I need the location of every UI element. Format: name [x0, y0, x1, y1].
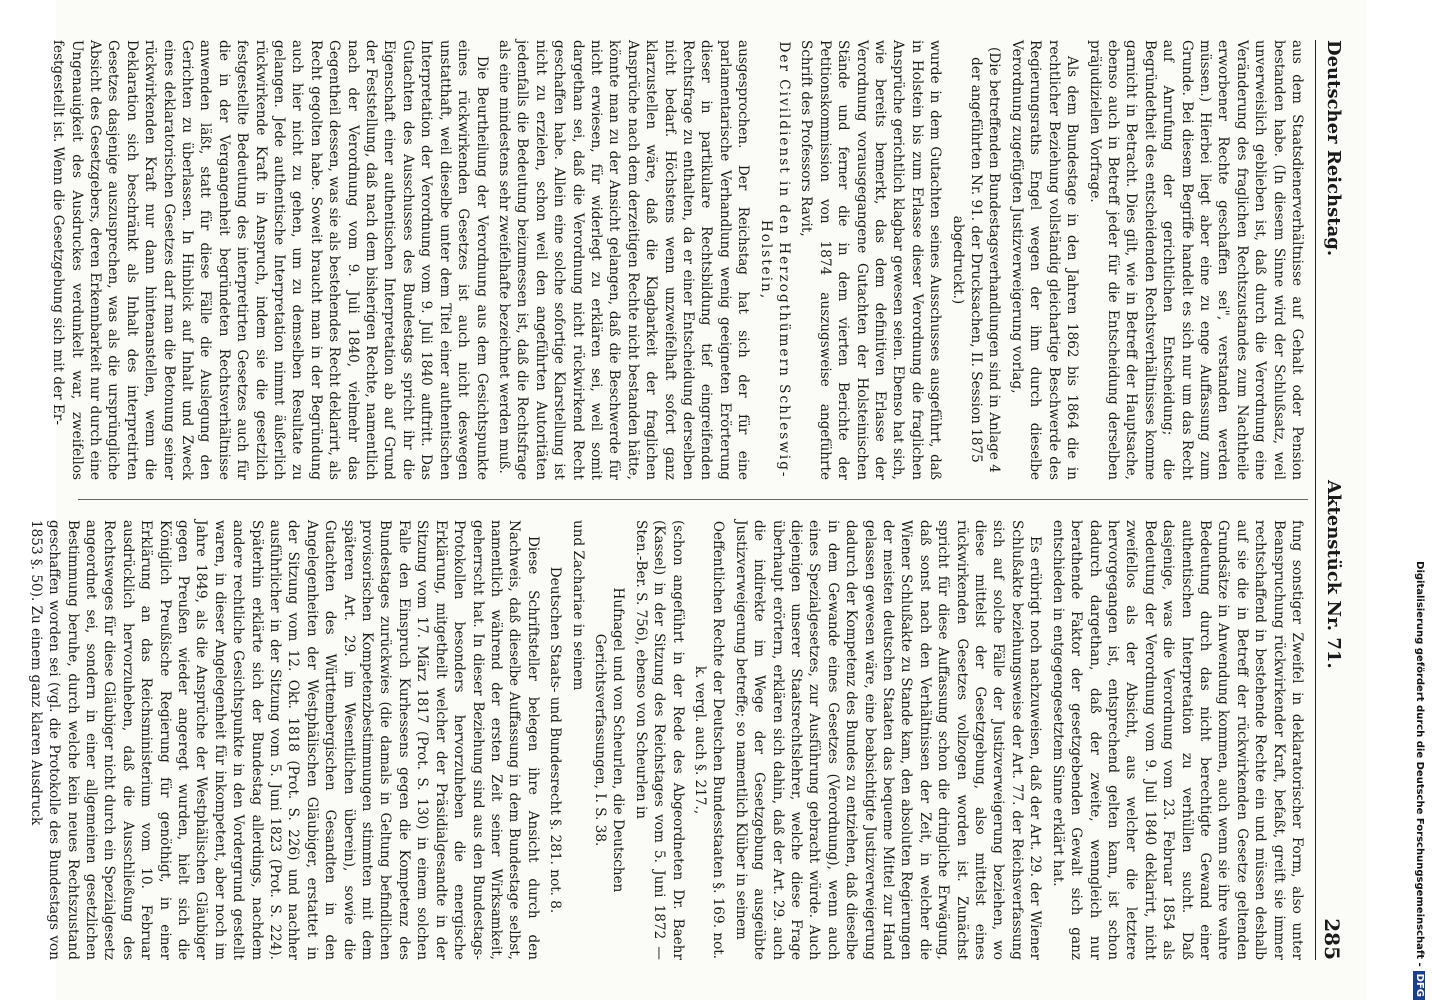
- paragraph: (Die betreffenden Bundestagsverhandlungen sind in Anlage 4 der angeführten Nr. 91. der Drucksachen, II. Session 1875 abgedruckt.): [949, 47, 1003, 473]
- digitization-credit: [1410, 0, 1428, 1000]
- running-title: Deutscher Reichstag.: [1323, 40, 1344, 257]
- page-number: 285: [1320, 918, 1344, 960]
- paragraph: und Zachariae in seinem: [569, 520, 586, 691]
- paragraph: wurde in dem Gutachten seines Ausschusses ausgeführt, daß in Holstein bis zum Erlasse dieser Verordnung die fraglichen Ansprüche gerichtlich klagbar gewesen seien. Ebenso hat sich, wie bereits bemerkt, das dem definitiven Erlasse der Verordnung vorausgegangene Gutachten der Holsteinischen Stände und ferner die in dem vierten Berichte der Petitionskommission von 1874 auszugsweise angeführte Schrift des Professors Ravit,: [798, 40, 944, 480]
- page-header: [1314, 40, 1344, 960]
- paragraph: Die Beurtheilung der Verordnung aus dem Gesichtspunkte eines rückwirkenden Gesetzes ist auch nicht deswegen unstatthaft, weil dieselbe unter dem Titel einer authentischen Interpretation der Verordnung vom 9. Juli 1840 auftritt. Das Gutachten des Ausschusses des Bundestags spricht ihr die Eigenschaft einer authentischen Interpretation ab auf Grund der Feststellung, daß nach dem bisherigen Rechte, namentlich nach der Verordnung vom 9. Juli 1840, vielmehr das Gegentheil dessen, was sie als bestehendes Recht deklarirt, als Recht gegolten habe. Soweit braucht man in der Begründung auch hier nicht zu gehen, um zu demselben Resultate zu gelangen. Jede authentische Interpretation nimmt äußerlich rückwirkende Kraft in Anspruch, indem sie die gesetzlich festgestellte Bedeutung des interpretirten Gesetzes auch für die in der Vergangenheit begründeten Rechtsverhältnisse anwenden läßt, statt für diese Fälle die Auslegung den Gerichten zu überlassen. In Hinblick auf Inhalt und Zweck eines deklaratorischen Gesetzes darf man die Betonung seiner rückwirkenden Kraft nur dann hintenanstellen, wenn die Deklaration sich beschränkt als Inhalt des interpretirten Gesetzes dasjenige auszusprechen, was als die ursprüngliche Absicht des Gesetzgebers, deren Erkennbarkeit nur durch eine Ungenauigkeit des Ausdruckes verdunkelt war, zweifellos festgestellt ist. Wenn die Gesetzgebung sich mit der Er-: [50, 40, 490, 480]
- paragraph: Der Civildienst in den Herzogthümern Schleswig-Holstein,: [757, 41, 793, 479]
- credit-text: Digitalisierung gefördert durch die Deutsche Forschungsgemeinschaft -: [1414, 561, 1425, 967]
- paragraph: Diese Schriftsteller belegen ihre Ansicht durch den Nachweis, daß dieselbe Auffassung in dem Bundestage selbst, namentlich während der ersten Zeit seiner Wirksamkeit, geherrscht hat. In dieser Beziehung sind aus den Bundestags-Protokollen besonders hervorzuheben die energische Erklärung, mitgetheilt welcher der Präsidialgesandte in der Sitzung vom 17. März 1817 (Prot. S. 130) in einem solchen Falle den Einspruch Kurhessens gegen die Kompetenz des Bundestages zurückwies (die damals in Geltung befindlichen provisorischen Kompetenzbestimmungen stimmten mit dem späteren Art. 29. im Wesentlichen überein), sowie die Gutachten des Württembergischen Gesandten in den Angelegenheiten der Westphälischen Gläubiger, erstattet in der Sitzung vom 12. Okt. 1818 (Prot. S. 226) und nachher ausführlicher in der Sitzung vom 5. Juni 1823 (Prot. S. 224). Späterhin erklärte sich der Bundestag allerdings, nachdem andere rechtliche Gesichtspunkte in den Vordergrund gestellt waren, in dieser Angelegenheit für inkompetent, aber noch im Jahre 1849, als die Ansprüche der Westphälischen Gläubiger gegen Preußen wieder angeregt wurden, hielt sich die Königlich Preußische Regierung für genöthigt, in einer Erklärung an das Reichsministerium vom 10. Februar ausdrücklich hervorzuheben, daß die Ausschließung des Rechtsweges für diese Gläubiger nicht durch ein Spezialgesetz angeordnet sei, sondern in einer allgemeinen gesetzlichen Bestimmung beruhe, durch welche kein neues Rechtszustand geschaffen worden sei (vgl. die Protokolle des Bundestags von 1853 §. 50). Zu einem ganz klaren Ausdruck: [27, 520, 541, 960]
- paragraph: Hufnagel und von Scheurlen, die Deutschen Gerichtsverfassungen, I. S. 38.: [591, 587, 627, 893]
- paragraph: Deutschen Staats- und Bundesrecht §. 281. not. 8.: [547, 566, 564, 914]
- document-page: [27, 0, 1366, 1000]
- right-column: [27, 520, 1306, 960]
- column-divider: [78, 499, 1308, 500]
- paragraph: Oeffentlichen Rechte der Deutschen Bundesstaaten §. 169. not. k. vergl. auch §. 217.,: [692, 520, 727, 960]
- document-number: Aktenstück Nr. 71.: [1323, 480, 1344, 669]
- paragraph: aus dem Staatsdienerverhältnisse auf Gehalt oder Pension bestanden habe. (In diesem Sinne wird der Schlußsatz, weil unverweislich geblieben ist, daß durch die Verordnung eine Veränderung des fraglichen Rechtszustandes zum Nachtheile erworbener Rechte geschaffen sei", verstanden werden müssen.) Hierbei liegt aber eine zu enge Auffassung zum Grunde. Bei diesem Begriffe handelt es sich nur um das Recht auf Anrufung der gerichtlichen Entscheidung; die Begründetheit des entscheidenden Rechtsverhältnisses komme garnicht in Betracht. Dies gilt, wie in Betreff der Hauptsache, ebenso auch in Betreff jeder für die Entscheidung derselben präjudiziellen Vorfrage.: [1086, 40, 1305, 480]
- header-rule: [1315, 40, 1316, 960]
- paragraph: ausgesprochen. Der Reichstag hat sich der für eine parlamentarische Verhandlung wenig geeigneten Erörterung dieser in partikulare Rechtsbildung tief eingreifenden Rechtsfrage zu enthalten, da er einer Entscheidung derselben nicht bedarf. Höchstens wenn unzweifelhaft sofort ganz klarzustellen wäre, daß die Klagbarkeit der fraglichen Ansprüche nach dem derzeitigen Rechte nicht bestanden hätte, könnte man zu der Ansicht gelangen, daß die Beschwerde für nicht erwiesen, für widerlegt zu erklären sei, weil somit dargethan sei, daß die Verordnung nicht rückwirkend Recht geschaffen habe. Allein eine solche sofortige Klarstellung ist nicht zu erzielen, schon weil den angeführten Autoritäten jedenfalls die Bedeutung beizumessen ist, daß die Rechtsfrage als eine mindestens sehr zweifelhafte bezeichnet werden muß.: [495, 40, 752, 480]
- dfg-logo: DFG: [1413, 971, 1425, 1000]
- paragraph: Es erübrigt noch nachzuweisen, daß der Art. 29. der Wiener Schlußakte beziehungsweise der Art. 77. der Reichsverfassung sich auf solche Fälle der Justizverweigerung beziehen, wo diese mittelst der Gesetzgebung, also mittelst eines rückwirkenden Gesetzes vollzogen worden ist. Zunächst spricht für diese Auffassung schon die dringliche Erwägung, daß sonst nach den Verhältnissen der Zeit, in welcher die Wiener Schlußakte zu Stande kam, den absoluten Regierungen der meisten deutschen Staaten das bequeme Mittel zur Hand gelassen gewesen wäre, eine beabsichtigte Justizverweigerung dadurch der Kompetenz des Bundes zu entziehen, daß dieselbe in dem Gewande eines Gesetzes (Verordnung), wenn auch eines Spezialgesetzes, zur Ausführung gebracht würde. Auch diejenigen unserer Staatsrechtslehrer, welche diese Frage überhaupt erörtern, erklären sich dahin, daß der Art. 29. auch die indirekte im Wege der Gesetzgebung ausgeübte Justizverweigerung betreffe; so namentlich Klüber in seinem: [732, 520, 1044, 960]
- paragraph: (schon angeführt in der Rede des Abgeordneten Dr. Baehr (Kassel) in der Sitzung des Reichstages vom 5. Juni 1872 — Sten.-Ber. S. 756), ebenso von Scheurlen in: [632, 520, 686, 960]
- paragraph: Als dem Bundestage in den Jahren 1862 bis 1864 die in rechtlicher Beziehung vollständig gleichartige Beschwerde des Regierungsraths Engel wegen der ihm durch dieselbe Verordnung zugefügten Justizverweigerung vorlag,: [1008, 40, 1081, 480]
- left-column: [50, 40, 1306, 480]
- paragraph: fung sonstiger Zweifel in deklaratorischer Form, also unter Beanspruchung rückwirkender Kraft, befaßt, greift sie immer rechtschaffend in bestehende Rechte ein und müssen deshalb auf sie die in Betreff der rückwirkenden Gesetze geltenden Grundsätze in Anwendung kommen, auch wenn sie ihre wahre Bedeutung durch das nicht berechtigte Gewand einer authentischen Interpretation zu verhüllen sucht. Daß dasjenige, was die Verordnung vom 23. Februar 1854 als Bedeutung der Verordnung vom 9. Juli 1840 deklarirt, nicht zweifellos als der Absicht, aus welcher die letztere hervorgegangen ist, entsprechend gelten kann, ist schon dadurch dargethan, daß der zweite, wenngleich nur berathende Faktor der gesetzgebenden Gewalt sich ganz entschieden in entgegengesetztem Sinne erklärt hat.: [1049, 520, 1305, 960]
